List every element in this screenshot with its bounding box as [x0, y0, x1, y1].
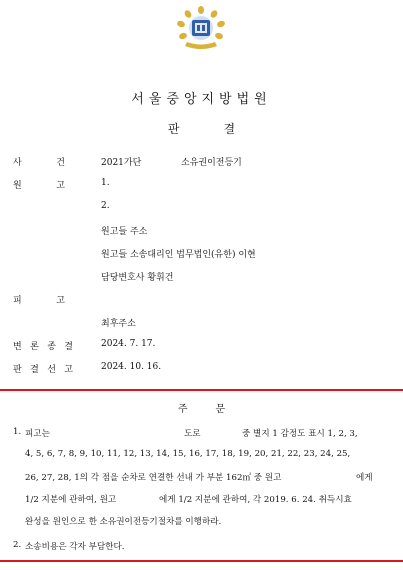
ruling-label: 판 결 선 고 — [13, 365, 73, 375]
order-text: 에게 1/2 지분에 관하여, 각 2019. 6. 24. 취득시효 — [159, 495, 352, 505]
order-text: 4, 5, 6, 7, 8, 9, 10, 11, 12, 13, 14, 15, 16, 17, 18, 19, 20, 21, 22, 23, 24, 25, — [25, 449, 351, 459]
order-text: 소송비용은 각자 부담한다. — [25, 542, 125, 552]
case-number: 2021가단 — [101, 158, 142, 168]
document-title: 판 결 — [167, 122, 236, 136]
closing-date: 2024. 7. 17. — [101, 339, 156, 349]
order-text: 도로 — [184, 429, 201, 439]
order-title: 주 문 — [177, 404, 226, 415]
plaintiff-address: 원고들 주소 — [101, 227, 148, 237]
case-name: 소유권이전등기 — [181, 158, 242, 168]
plaintiff-attorney: 담당변호사 황휘건 — [101, 273, 174, 283]
plaintiff-counsel: 원고들 소송대리인 법무법인(유한) 이현 — [101, 250, 256, 260]
plaintiff-line: 1. — [101, 178, 110, 188]
order-item-number: 2. — [13, 540, 22, 550]
defendant-address: 최후주소 — [101, 319, 136, 329]
highlight-bottom-border — [0, 560, 403, 562]
order-text: 1/2 지분에 관하여, 원고 — [25, 495, 117, 505]
closing-label: 변 론 종 결 — [13, 342, 73, 352]
defendant-label: 피 고 — [13, 296, 65, 306]
order-text: 중 별지 1 감정도 표시 1, 2, 3, — [242, 429, 358, 439]
case-label: 사 건 — [13, 158, 65, 168]
highlight-top-border — [0, 389, 403, 391]
order-text: 피고는 — [25, 429, 50, 439]
order-text: 에게 — [356, 473, 373, 483]
plaintiff-label: 원 고 — [13, 181, 65, 191]
order-item-number: 1. — [13, 427, 22, 437]
order-text: 26, 27, 28, 1의 각 점을 순차로 연결한 선내 가 부분 162㎡ 중 원고 — [25, 473, 282, 483]
plaintiff-line: 2. — [101, 201, 110, 211]
court-emblem-icon — [175, 6, 227, 52]
order-text: 완성을 원인으로 한 소유권이전등기절차를 이행하라. — [25, 517, 222, 527]
ruling-date: 2024. 10. 16. — [101, 362, 162, 372]
court-name: 서울중앙지방법원 — [131, 92, 272, 107]
